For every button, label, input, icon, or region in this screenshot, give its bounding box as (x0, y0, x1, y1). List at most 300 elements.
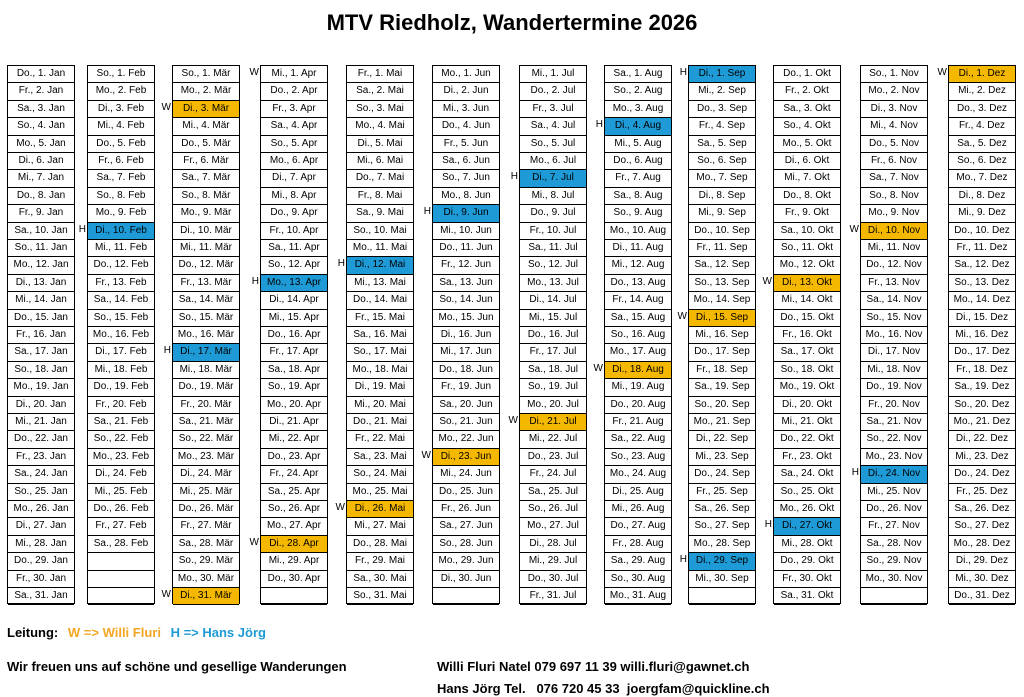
day-cell: Fr., 9. Jan (8, 205, 74, 222)
day-cell: Mo., 16. Mär (173, 327, 239, 344)
day-cell: Sa., 28. Nov (861, 536, 927, 553)
day-cell: Do., 12. Mär (173, 257, 239, 274)
day-cell: Do., 13. Aug (605, 275, 671, 292)
day-cell: Mo., 9. Feb (88, 205, 154, 222)
footer-contact-hans: Hans Jörg Tel. 076 720 45 33 joergfam@quickline.ch (437, 681, 770, 696)
day-cell: Fr., 17. Jul (520, 344, 586, 361)
day-cell: Do., 30. Jul (520, 571, 586, 588)
day-cell: So., 18. Jan (8, 362, 74, 379)
day-cell: Sa., 31. Okt (774, 588, 840, 605)
leader-mark: W (335, 502, 345, 513)
event-day-cell: Di., 31. Mär (173, 588, 239, 605)
day-cell: Sa., 11. Jul (520, 240, 586, 257)
day-cell: Mo., 12. Okt (774, 257, 840, 274)
day-cell: Sa., 7. Feb (88, 170, 154, 187)
day-cell: Fr., 27. Nov (861, 518, 927, 535)
day-cell: Mo., 3. Aug (605, 101, 671, 118)
day-cell: Di., 10. Mär (173, 223, 239, 240)
day-cell: So., 19. Apr (261, 379, 327, 396)
day-cell: Sa., 21. Mär (173, 414, 239, 431)
leader-mark: W (762, 275, 772, 287)
day-cell: Do., 21. Mai (347, 414, 413, 431)
day-cell: Mo., 5. Jan (8, 136, 74, 153)
day-cell: Do., 6. Aug (605, 153, 671, 170)
event-day-cell: Di., 15. Sep (689, 310, 755, 327)
day-cell: Mo., 6. Apr (261, 153, 327, 170)
day-cell: Mi., 5. Aug (605, 136, 671, 153)
day-cell: So., 1. Nov (861, 66, 927, 83)
day-cell: Do., 5. Feb (88, 136, 154, 153)
page-title: MTV Riedholz, Wandertermine 2026 (326, 10, 698, 35)
day-cell: Mi., 11. Feb (88, 240, 154, 257)
day-cell: Sa., 19. Sep (689, 379, 755, 396)
day-cell: Mo., 21. Sep (689, 414, 755, 431)
day-cell: Fr., 11. Sep (689, 240, 755, 257)
day-cell: Sa., 25. Jul (520, 484, 586, 501)
day-cell: Do., 18. Jun (433, 362, 499, 379)
leader-mark: W (249, 67, 259, 78)
day-cell: So., 12. Apr (261, 257, 327, 274)
day-cell: So., 17. Mai (347, 344, 413, 361)
day-cell: Do., 17. Sep (689, 344, 755, 361)
day-cell: Mo., 19. Jan (8, 379, 74, 396)
day-cell: Fr., 9. Okt (774, 205, 840, 222)
day-cell: Mi., 27. Mai (347, 518, 413, 535)
day-cell: Mi., 4. Feb (88, 118, 154, 135)
day-cell: Fr., 6. Feb (88, 153, 154, 170)
day-cell: Sa., 28. Feb (88, 536, 154, 553)
legend-label: Leitung: (7, 625, 59, 640)
day-cell: Sa., 4. Jul (520, 118, 586, 135)
day-cell: Mo., 16. Nov (861, 327, 927, 344)
legend (7, 625, 272, 640)
day-cell: So., 6. Sep (689, 153, 755, 170)
day-cell: So., 26. Jul (520, 501, 586, 518)
day-cell: Di., 6. Jan (8, 153, 74, 170)
month-column-apr (260, 65, 328, 604)
event-day-cell: Di., 24. Nov (861, 466, 927, 483)
day-cell: So., 21. Jun (433, 414, 499, 431)
day-cell: Fr., 18. Sep (689, 362, 755, 379)
day-cell: Di., 29. Dez (949, 553, 1015, 570)
day-cell: So., 1. Mär (173, 66, 239, 83)
day-cell: Sa., 28. Mär (173, 536, 239, 553)
day-cell: Sa., 8. Aug (605, 188, 671, 205)
day-cell: Do., 15. Okt (774, 310, 840, 327)
day-cell: Mo., 12. Jan (8, 257, 74, 274)
day-cell: Mi., 19. Aug (605, 379, 671, 396)
day-cell: So., 13. Sep (689, 275, 755, 292)
day-cell: Di., 17. Nov (861, 344, 927, 361)
day-cell: Di., 17. Feb (88, 344, 154, 361)
day-cell: Do., 27. Aug (605, 518, 671, 535)
day-cell: Sa., 5. Dez (949, 136, 1015, 153)
event-day-cell: Di., 1. Dez (949, 66, 1015, 83)
day-cell: Do., 9. Apr (261, 205, 327, 222)
day-cell: So., 31. Mai (347, 588, 413, 605)
day-cell: Do., 11. Jun (433, 240, 499, 257)
day-cell: Do., 28. Mai (347, 536, 413, 553)
day-cell: Mi., 11. Mär (173, 240, 239, 257)
leader-mark: H (510, 171, 518, 183)
day-cell: So., 26. Apr (261, 501, 327, 518)
day-cell: Mo., 20. Jul (520, 397, 586, 414)
day-cell: Mi., 20. Mai (347, 397, 413, 414)
day-cell: Sa., 14. Mär (173, 292, 239, 309)
day-cell: So., 3. Mai (347, 101, 413, 118)
day-cell: Mi., 28. Okt (774, 536, 840, 553)
day-cell: Mo., 9. Mär (173, 205, 239, 222)
day-cell: Do., 12. Feb (88, 257, 154, 274)
day-cell: Sa., 14. Feb (88, 292, 154, 309)
event-day-cell: Di., 3. Mär (173, 101, 239, 118)
day-cell: Mi., 29. Jul (520, 553, 586, 570)
day-cell: Di., 3. Feb (88, 101, 154, 118)
day-cell: Sa., 3. Jan (8, 101, 74, 118)
day-cell: Fr., 25. Sep (689, 484, 755, 501)
day-cell: Mi., 18. Nov (861, 362, 927, 379)
day-cell: So., 22. Mär (173, 431, 239, 448)
day-cell: Do., 10. Sep (689, 223, 755, 240)
day-cell: Do., 10. Dez (949, 223, 1015, 240)
day-cell: Fr., 4. Sep (689, 118, 755, 135)
day-cell: Mi., 6. Mai (347, 153, 413, 170)
day-cell: So., 22. Feb (88, 431, 154, 448)
day-cell: Sa., 25. Apr (261, 484, 327, 501)
day-cell: Mi., 22. Jul (520, 431, 586, 448)
empty-cell (88, 553, 154, 570)
day-cell: So., 13. Dez (949, 275, 1015, 292)
day-cell: Fr., 31. Jul (520, 588, 586, 605)
day-cell: Fr., 27. Mär (173, 518, 239, 535)
day-cell: Do., 26. Feb (88, 501, 154, 518)
event-day-cell: Di., 18. Aug (605, 362, 671, 379)
day-cell: Di., 2. Jun (433, 83, 499, 100)
day-cell: So., 18. Okt (774, 362, 840, 379)
day-cell: Do., 1. Jan (8, 66, 74, 83)
day-cell: Mo., 24. Aug (605, 466, 671, 483)
day-cell: Di., 7. Apr (261, 170, 327, 187)
leader-mark: W (593, 362, 603, 374)
day-cell: Do., 19. Mär (173, 379, 239, 396)
day-cell: Do., 1. Okt (774, 66, 840, 83)
day-cell: Fr., 30. Jan (8, 571, 74, 588)
day-cell: So., 15. Mär (173, 310, 239, 327)
day-cell: Fr., 15. Mai (347, 310, 413, 327)
day-cell: Fr., 10. Apr (261, 223, 327, 240)
day-cell: Do., 5. Nov (861, 136, 927, 153)
day-cell: Mi., 10. Jun (433, 223, 499, 240)
day-cell: So., 30. Aug (605, 571, 671, 588)
day-cell: Mi., 25. Nov (861, 484, 927, 501)
day-cell: Fr., 14. Aug (605, 292, 671, 309)
event-day-cell: Di., 28. Apr (261, 536, 327, 553)
day-cell: Di., 16. Jun (433, 327, 499, 344)
day-cell: Fr., 1. Mai (347, 66, 413, 83)
day-cell: Sa., 4. Apr (261, 118, 327, 135)
day-cell: So., 8. Nov (861, 188, 927, 205)
day-cell: So., 14. Jun (433, 292, 499, 309)
day-cell: Mi., 22. Apr (261, 431, 327, 448)
day-cell: Sa., 29. Aug (605, 553, 671, 570)
day-cell: Mo., 29. Jun (433, 553, 499, 570)
month-column-mär (172, 65, 240, 604)
day-cell: Do., 29. Okt (774, 553, 840, 570)
day-cell: Do., 31. Dez (949, 588, 1015, 605)
day-cell: So., 1. Feb (88, 66, 154, 83)
month-column-jan (7, 65, 75, 604)
day-cell: Sa., 13. Jun (433, 275, 499, 292)
day-cell: Do., 9. Jul (520, 205, 586, 222)
day-cell: Di., 6. Okt (774, 153, 840, 170)
month-column-jul (519, 65, 587, 604)
day-cell: Mo., 7. Dez (949, 170, 1015, 187)
day-cell: Do., 30. Apr (261, 571, 327, 588)
legend-h: H => Hans Jörg (170, 625, 266, 640)
day-cell: Di., 21. Apr (261, 414, 327, 431)
day-cell: Do., 14. Mai (347, 292, 413, 309)
day-cell: Fr., 17. Apr (261, 344, 327, 361)
day-cell: So., 29. Nov (861, 553, 927, 570)
day-cell: Fr., 20. Feb (88, 397, 154, 414)
day-cell: Mo., 31. Aug (605, 588, 671, 605)
leader-mark: W (249, 536, 259, 548)
day-cell: Do., 2. Apr (261, 83, 327, 100)
day-cell: Di., 13. Jan (8, 275, 74, 292)
leader-mark: H (78, 223, 86, 235)
day-cell: Fr., 24. Apr (261, 466, 327, 483)
day-cell: Fr., 2. Jan (8, 83, 74, 100)
day-cell: Do., 24. Dez (949, 466, 1015, 483)
day-cell: So., 27. Dez (949, 518, 1015, 535)
day-cell: Sa., 12. Dez (949, 257, 1015, 274)
day-cell: Mo., 20. Apr (261, 397, 327, 414)
day-cell: Sa., 31. Jan (8, 588, 74, 605)
day-cell: Mo., 7. Sep (689, 170, 755, 187)
leader-mark: H (851, 467, 859, 479)
day-cell: Sa., 16. Mai (347, 327, 413, 344)
day-cell: Fr., 6. Mär (173, 153, 239, 170)
day-cell: Sa., 9. Mai (347, 205, 413, 222)
day-cell: Do., 5. Mär (173, 136, 239, 153)
day-cell: Mi., 29. Apr (261, 553, 327, 570)
day-cell: Sa., 26. Sep (689, 501, 755, 518)
day-cell: Mo., 1. Jun (433, 66, 499, 83)
day-cell: Fr., 20. Mär (173, 397, 239, 414)
day-cell: Sa., 3. Okt (774, 101, 840, 118)
day-cell: Sa., 21. Nov (861, 414, 927, 431)
day-cell: Mo., 8. Jun (433, 188, 499, 205)
day-cell: Mi., 15. Jul (520, 310, 586, 327)
day-cell: Mo., 30. Nov (861, 571, 927, 588)
day-cell: Mo., 11. Mai (347, 240, 413, 257)
day-cell: Do., 19. Feb (88, 379, 154, 396)
day-cell: Mo., 27. Jul (520, 518, 586, 535)
day-cell: Do., 12. Nov (861, 257, 927, 274)
day-cell: So., 5. Apr (261, 136, 327, 153)
day-cell: So., 7. Jun (433, 170, 499, 187)
day-cell: Di., 15. Dez (949, 310, 1015, 327)
day-cell: Do., 8. Okt (774, 188, 840, 205)
day-cell: Fr., 3. Jul (520, 101, 586, 118)
day-cell: Fr., 23. Jan (8, 449, 74, 466)
day-cell: So., 12. Jul (520, 257, 586, 274)
event-day-cell: Di., 26. Mai (347, 501, 413, 518)
day-cell: Sa., 6. Jun (433, 153, 499, 170)
day-cell: Do., 3. Dez (949, 101, 1015, 118)
day-cell: Mi., 25. Mär (173, 484, 239, 501)
leader-mark: H (595, 119, 603, 131)
day-cell: Mo., 5. Okt (774, 136, 840, 153)
day-cell: Sa., 20. Jun (433, 397, 499, 414)
day-cell: Mi., 23. Sep (689, 449, 755, 466)
day-cell: So., 25. Jan (8, 484, 74, 501)
empty-cell (88, 571, 154, 588)
day-cell: Mo., 17. Aug (605, 344, 671, 361)
day-cell: Di., 19. Mai (347, 379, 413, 396)
day-cell: Sa., 30. Mai (347, 571, 413, 588)
day-cell: Do., 19. Nov (861, 379, 927, 396)
day-cell: Fr., 11. Dez (949, 240, 1015, 257)
day-cell: So., 11. Jan (8, 240, 74, 257)
day-cell: So., 11. Okt (774, 240, 840, 257)
leader-mark: W (161, 589, 171, 600)
event-day-cell: Di., 1. Sep (689, 66, 755, 83)
day-cell: So., 8. Feb (88, 188, 154, 205)
day-cell: Mo., 2. Feb (88, 83, 154, 100)
day-cell: Mo., 10. Aug (605, 223, 671, 240)
day-cell: Do., 25. Jun (433, 484, 499, 501)
day-cell: Do., 8. Jan (8, 188, 74, 205)
day-cell: Fr., 10. Jul (520, 223, 586, 240)
day-cell: Di., 8. Dez (949, 188, 1015, 205)
day-cell: Mi., 26. Aug (605, 501, 671, 518)
day-cell: Sa., 12. Sep (689, 257, 755, 274)
day-cell: So., 29. Mär (173, 553, 239, 570)
day-cell: Fr., 13. Mär (173, 275, 239, 292)
day-cell: Fr., 26. Jun (433, 501, 499, 518)
month-column-jun (432, 65, 500, 604)
day-cell: Fr., 27. Feb (88, 518, 154, 535)
day-cell: Fr., 21. Aug (605, 414, 671, 431)
day-cell: Sa., 5. Sep (689, 136, 755, 153)
day-cell: Mi., 8. Jul (520, 188, 586, 205)
day-cell: Mi., 7. Jan (8, 170, 74, 187)
month-column-sep (688, 65, 756, 604)
day-cell: So., 5. Jul (520, 136, 586, 153)
day-cell: Mi., 4. Mär (173, 118, 239, 135)
day-cell: Do., 23. Jul (520, 449, 586, 466)
day-cell: Di., 28. Jul (520, 536, 586, 553)
day-cell: So., 28. Jun (433, 536, 499, 553)
day-cell: Mi., 3. Jun (433, 101, 499, 118)
event-day-cell: Di., 4. Aug (605, 118, 671, 135)
day-cell: Fr., 19. Jun (433, 379, 499, 396)
leader-mark: H (764, 519, 772, 531)
day-cell: Sa., 7. Nov (861, 170, 927, 187)
day-cell: Mi., 21. Okt (774, 414, 840, 431)
day-cell: Mo., 2. Nov (861, 83, 927, 100)
day-cell: Do., 22. Jan (8, 431, 74, 448)
day-cell: Fr., 16. Jan (8, 327, 74, 344)
day-cell: Do., 3. Sep (689, 101, 755, 118)
day-cell: Mi., 25. Feb (88, 484, 154, 501)
event-day-cell: Di., 21. Jul (520, 414, 586, 431)
day-cell: Sa., 26. Dez (949, 501, 1015, 518)
day-cell: Fr., 12. Jun (433, 257, 499, 274)
day-cell: Do., 26. Nov (861, 501, 927, 518)
day-cell: Do., 15. Jan (8, 310, 74, 327)
day-cell: Mi., 13. Mai (347, 275, 413, 292)
day-cell: Di., 14. Jul (520, 292, 586, 309)
day-cell: So., 19. Jul (520, 379, 586, 396)
day-cell: Di., 11. Aug (605, 240, 671, 257)
day-cell: Do., 24. Sep (689, 466, 755, 483)
day-cell: Fr., 25. Dez (949, 484, 1015, 501)
empty-cell (433, 588, 499, 605)
day-cell: So., 23. Aug (605, 449, 671, 466)
day-cell: Mo., 16. Feb (88, 327, 154, 344)
day-cell: Sa., 1. Aug (605, 66, 671, 83)
day-cell: Sa., 15. Aug (605, 310, 671, 327)
day-cell: Mi., 28. Jan (8, 536, 74, 553)
day-cell: Fr., 29. Mai (347, 553, 413, 570)
day-cell: Do., 7. Mai (347, 170, 413, 187)
day-cell: So., 2. Aug (605, 83, 671, 100)
day-cell: So., 27. Sep (689, 518, 755, 535)
day-cell: So., 22. Nov (861, 431, 927, 448)
day-cell: Do., 22. Okt (774, 431, 840, 448)
day-cell: Fr., 24. Jul (520, 466, 586, 483)
day-cell: Mi., 21. Jan (8, 414, 74, 431)
leader-mark: W (937, 67, 947, 78)
leader-mark: W (421, 449, 431, 461)
day-cell: Di., 20. Okt (774, 397, 840, 414)
leader-mark: H (679, 554, 687, 566)
month-column-aug (604, 65, 672, 604)
day-cell: Sa., 17. Jan (8, 344, 74, 361)
event-day-cell: Di., 29. Sep (689, 553, 755, 570)
day-cell: Mi., 16. Sep (689, 327, 755, 344)
day-cell: Sa., 27. Jun (433, 518, 499, 535)
day-cell: Mi., 1. Jul (520, 66, 586, 83)
day-cell: So., 16. Aug (605, 327, 671, 344)
day-cell: Fr., 13. Nov (861, 275, 927, 292)
day-cell: So., 15. Nov (861, 310, 927, 327)
day-cell: Fr., 6. Nov (861, 153, 927, 170)
footer-contact-willi: Willi Fluri Natel 079 697 11 39 willi.fluri@gawnet.ch (437, 659, 750, 674)
month-column-mai (346, 65, 414, 604)
day-cell: Di., 5. Mai (347, 136, 413, 153)
day-cell: Sa., 19. Dez (949, 379, 1015, 396)
day-cell: Fr., 23. Okt (774, 449, 840, 466)
day-cell: Fr., 30. Okt (774, 571, 840, 588)
day-cell: Fr., 20. Nov (861, 397, 927, 414)
leader-mark: W (849, 223, 859, 235)
month-column-nov (860, 65, 928, 604)
day-cell: Sa., 24. Okt (774, 466, 840, 483)
day-cell: Mo., 18. Mai (347, 362, 413, 379)
day-cell: Di., 14. Apr (261, 292, 327, 309)
day-cell: Fr., 4. Dez (949, 118, 1015, 135)
day-cell: Mi., 1. Apr (261, 66, 327, 83)
day-cell: Mi., 9. Sep (689, 205, 755, 222)
day-cell: So., 10. Mai (347, 223, 413, 240)
event-day-cell: Di., 10. Nov (861, 223, 927, 240)
day-cell: Mo., 2. Mär (173, 83, 239, 100)
day-cell: Mo., 30. Mär (173, 571, 239, 588)
day-cell: Mo., 14. Dez (949, 292, 1015, 309)
